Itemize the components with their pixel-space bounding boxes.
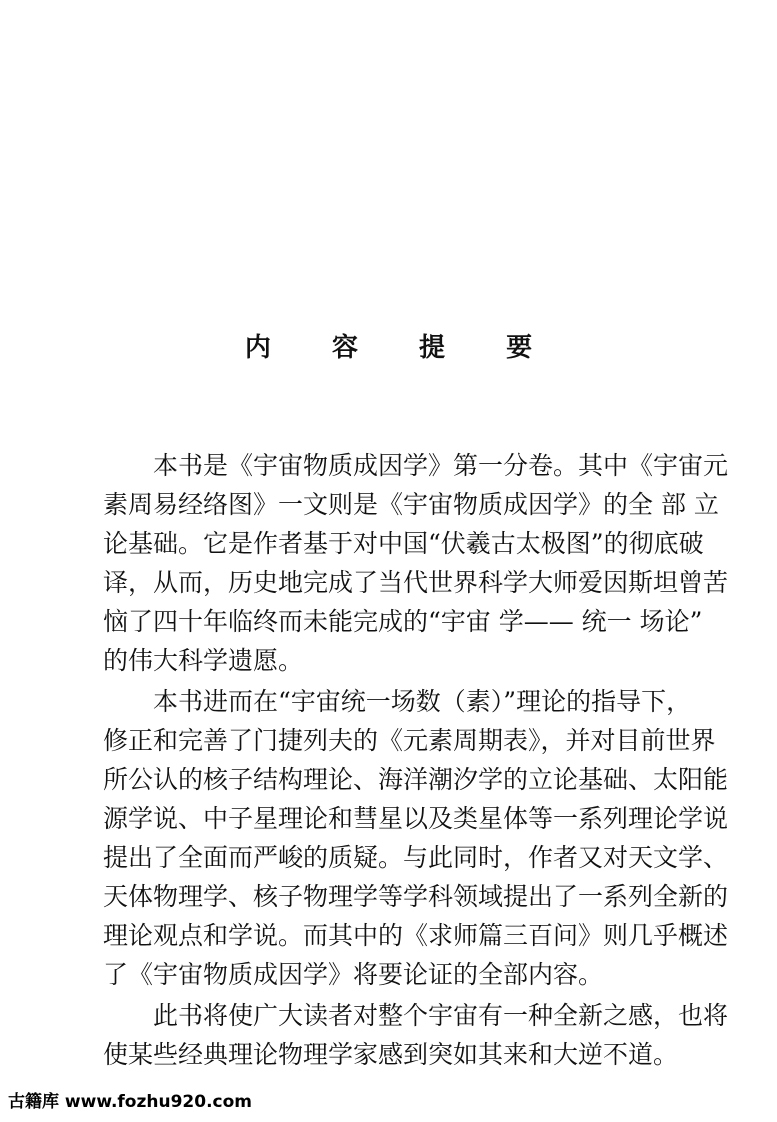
text-line: 的伟大科学遗愿。 <box>103 646 304 675</box>
text-line: 源学说、中子星理论和彗星以及类星体等一系列理论学说 <box>103 804 729 833</box>
paragraph-3 <box>103 996 729 1074</box>
paragraph-2 <box>103 682 729 994</box>
text-line: 使某些经典理论物理学家感到突如其来和大逆不道。 <box>103 1040 679 1069</box>
watermark-footer: 古籍库 www.fozhu920.com <box>8 1092 252 1112</box>
text-line: 理论观点和学说。而其中的《求师篇三百问》则几乎概述 <box>103 921 729 950</box>
text-line: 恼了四十年临终而未能完成的“宇宙 学—— 统一 场论” <box>103 607 703 636</box>
text-line: 所公认的核子结构理论、海洋潮汐学的立论基础、太阳能 <box>103 765 729 794</box>
text-line: 修正和完善了门捷列夫的《元素周期表》，并对目前世界 <box>103 726 716 755</box>
page-title: 内 容 提 要 <box>244 333 559 363</box>
text-line: 本书是《宇宙物质成因学》第一分卷。其中《宇宙元 <box>153 451 729 480</box>
text-line: 了《宇宙物质成因学》将要论证的全部内容。 <box>103 960 604 989</box>
text-line: 译，从而，历史地完成了当代世界科学大师爱因斯坦曾苦 <box>103 568 729 597</box>
text-line: 素周易经络图》一文则是《宇宙物质成因学》的全 部 立 <box>103 490 719 519</box>
paragraph-1 <box>103 446 729 680</box>
summary-body <box>103 446 729 1074</box>
text-line: 本书进而在“宇宙统一场数（素）”理论的指导下， <box>153 687 692 716</box>
text-line: 天体物理学、核子物理学等学科领域提出了一系列全新的 <box>103 882 729 911</box>
text-line: 此书将使广大读者对整个宇宙有一种全新之感，也将 <box>153 1001 729 1030</box>
text-line: 提出了全面而严峻的质疑。与此同时，作者又对天文学、 <box>103 843 729 872</box>
text-line: 论基础。它是作者基于对中国“伏羲古太极图”的彻底破 <box>103 529 704 558</box>
